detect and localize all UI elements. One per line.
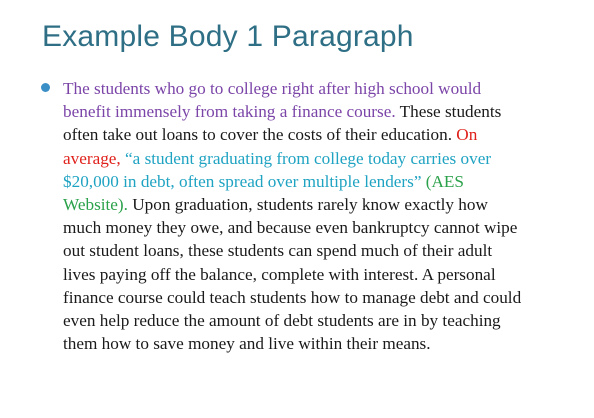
body-paragraph xyxy=(63,77,533,355)
text-segment: even help reduce the amount of debt students are in by teaching xyxy=(63,311,501,331)
paragraph-line xyxy=(63,100,533,123)
text-segment: them how to save money and live within their means. xyxy=(63,334,431,354)
text-segment: On xyxy=(456,125,478,145)
slide-title: Example Body 1 Paragraph xyxy=(42,20,414,53)
text-segment: (AES xyxy=(425,171,464,191)
paragraph-line xyxy=(63,263,533,286)
text-segment: finance course could teach students how to manage debt and could xyxy=(63,287,522,307)
text-segment: Website). xyxy=(63,195,128,215)
paragraph-line xyxy=(63,309,533,332)
text-segment: often take out loans to cover the costs of their education. xyxy=(63,125,457,145)
text-segment: The students who go to college right after high school would xyxy=(63,79,482,98)
paragraph-line xyxy=(63,123,533,146)
paragraph-line xyxy=(63,286,533,309)
text-segment: average, xyxy=(63,148,126,168)
text-segment: $20,000 in debt, often spread over multiple lenders” xyxy=(63,171,426,191)
text-segment: out student loans, these students can spend much of their adult xyxy=(63,241,493,261)
paragraph-line xyxy=(63,193,533,216)
paragraph-line xyxy=(63,239,533,262)
paragraph-line xyxy=(63,216,533,239)
text-segment: lives paying off the balance, complete with interest. A personal xyxy=(63,264,496,284)
paragraph-line xyxy=(63,332,533,355)
paragraph-line xyxy=(63,170,533,193)
text-segment: much money they owe, and because even bankruptcy cannot wipe xyxy=(63,218,518,238)
bullet-icon xyxy=(41,83,50,92)
text-segment: These students xyxy=(395,102,502,122)
text-segment: Upon graduation, students rarely know exactly how xyxy=(127,195,488,215)
paragraph-line xyxy=(63,147,533,170)
text-segment: benefit immensely from taking a finance course. xyxy=(63,102,396,122)
paragraph-line xyxy=(63,77,533,100)
text-segment: “a student graduating from college today carries over xyxy=(125,148,492,168)
